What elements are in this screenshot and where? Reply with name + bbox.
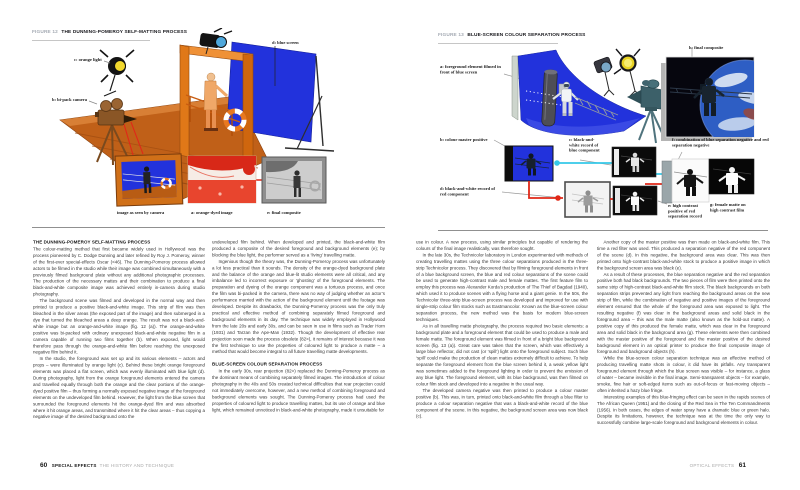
body-paragraph: Interesting examples of this blue-fringing effect can be seen in the rapids scenes of The African Queen (1951) and the closing of the Red Sea in The Ten Commandments (1956). In both cases, the edges of water spray have a dramatic blue or green halo. Despite its limitations, however, the technique was at the time the only way to successfully combine large-scale foreground and background elements in colour. [597,394,770,426]
studio-light-blue-icon [593,57,614,96]
figure-number: FIGURE 12 [32,29,58,35]
left-page-footer [40,461,174,469]
body-paragraph: As in all travelling matte photography, the process required two basic elements: a background plate and a foreground element that could be used to produce a male and female matte. The foreground element was filmed in front of a bright blue background screen (fig. 13 (a)). Great care was taken that the screen, which was effectively a large blue reflector, did not cast (or ‘spill’) light onto the foreground subject. Such blue ‘spill’ could make the production of clean mattes extremely difficult to achieve. To help separate the foreground element from the blue screen behind it, a weak yellow light was sometimes added to the foreground lighting in order to prevent the emission of any blue light. The foreground element, with its blue background, was then filmed on colour film stock and developed into a negative in the usual way. [416,323,588,387]
body-paragraph: The colour-matting method that first became widely used in Hollywood was the process pioneered by C. Dodge Dunning and later refined by Roy J. Pomeroy, winner of the first-ever special-effects Oscar (<46). The Dunning-Pomeroy process allowed actors to be filmed in the studio while their image was combined simultaneously with a previously filmed background plate without any additional photographic processes. The production of the necessary mattes and their combination to produce a final black-and-white composite image was achieved entirely in-camera during studio photography. [33,246,205,297]
caption-final-composite: e: final composite [267,210,301,215]
blue-record-frame [612,147,656,177]
studio-light-yellow-icon [614,49,640,96]
section-heading-bluescreen: BLUE-SCREEN COLOUR SEPARATION PROCESS [212,361,323,367]
label-orange-light: c: orange light [74,57,102,62]
body-paragraph: In the late 30s, the Technicolor laboratory in London experimented with methods of creating travelling mattes using the three colour separations produced in the three-strip Technicolor process. They discovered that by filming foreground elements in front of a blue background screen, the blue and red colour separations of the scene could be used to generate high-contrast male and female mattes. The first feature film to employ this process was Alexander Korda’s production of The Thief of Bagdad (1940), which used it to produce scenes with a flying horse and a giant genie. In the 50s, the Technicolor three-strip blue-screen process was developed and improved for use with single-strip colour film stocks such as Eastmancolor. Known as the blue-screen colour separation process, the new method was the basis for modern blue-screen techniques. [416,252,588,322]
label-red-record: d: black-and-white record of red component [440,186,496,197]
label-female-matte: g: female matte on high contrast film [710,202,746,213]
label-bipack-camera: b: bi-pack camera [52,97,87,102]
figure-number: FIGURE 13 [438,32,464,38]
book-subtitle: THE HISTORY AND TECHNIQUE [99,463,175,468]
figure-bottom-rule-right [438,230,768,231]
label-blue-record: c: black-and-white record of blue component [569,137,600,153]
section-heading-dunning: THE DUNNING-POMEROY SELF-MATTING PROCESS [33,239,151,245]
label-high-contrast-positive: e: high contrast positive of red separation record [668,203,703,219]
red-node-dot [555,195,561,201]
chapter-title: OPTICAL EFFECTS [689,463,735,468]
label-colour-master-positive: b: colour master positive [440,137,488,142]
left-column-2 [212,239,385,457]
book-title: SPECIAL EFFECTS [51,463,97,468]
body-paragraph: Ingenious though the theory was, the Dunning-Pomeroy process was unfortunately a lot less practical than it sounds. The density of the orange-dyed background plate and the balance of the orange and blue-lit studio elements were all critical, and any imbalance led to incorrect exposure or ‘ghosting’ of the foreground elements. The preparation and dyeing of the orange component was a tortuous process, and once the film was bi-packed in the camera, there was no way of judging whether an actor’s performance married with the action of the background element until the footage was developed. Despite its drawbacks, the Dunning-Pomeroy process was the only truly practical and effective method of combining separately filmed foreground and background elements in its day. The technique was widely employed in Hollywood from the late 20s and early 30s, and can be seen in use in films such as Trader Horn (1931) and Tarzan the Ape-Man (1932). Though the development of effective rear projection soon made the process obsolete (82>), it remains of interest because it was the first technique to use the properties of coloured light to produce a matte – a method that would become integral to all future travelling matte developments. [212,258,385,355]
camera-leader-line [89,101,97,104]
body-paragraph: use in colour. A new process, using similar principles but capable of rendering the colours of the final image realistically, was therefore sought. [416,239,588,251]
final-composite-frame [262,157,326,203]
red-separation-positive-frame [613,186,657,215]
page-number: 60 [40,461,48,469]
figure-bottom-rule-left [32,227,385,228]
master-positive-frame [505,146,553,181]
red-record-frame [565,182,610,217]
orange-dyed-frame [188,156,256,203]
page-number: 61 [738,461,746,469]
figure-title: BLUE-SCREEN COLOUR SEPARATION PROCESS [467,32,586,38]
label-foreground-element: a: foreground element filmed in front of blue screen [440,64,501,75]
label-combined-negative: f: combination of blue separation negative and red separation negative [672,137,769,148]
body-paragraph: In the studio, the foreground was set up and its various elements – actors and props – were illuminated by orange light (c). Behind these bright orange foreground elements was placed a flat screen, which was evenly illuminated with blue light (d). During photography, light from the orange foreground elements entered the camera and travelled equally through both the orange and the clear portions of the orange-dyed positive film – thus forming a normally exposed negative image of the foreground elements on the undeveloped film behind. However, the light from the blue screen that surrounded the foreground elements hit the orange-dyed film and was absorbed where it hit orange areas, and transmitted where it hit the clear areas – thus copying a negative image of the desired background onto the [33,356,205,420]
body-paragraph: While the blue-screen colour separation technique was an effective method of producing travelling matte shots in colour, it did have its pitfalls. Any transparent foreground element through which the blue screen was visible – for instance, a glass of water – became invisible in the final image. Semi-transparent objects – for example, smoke, fine hair or soft-edged items such as out-of-focus or fast-moving objects – often inherited a hazy blue fringe. [597,355,770,393]
body-paragraph: The background scene was filmed and developed in the normal way and then printed to produce a positive black-and-white image. This strip of film was then bleached in the silver areas (the exposed part of the image) and then submerged in a dye that turned the bleached areas a deep orange. The result was not a black-and-white image but an orange-and-white image (fig. 12 (a)). The orange-and-white positive was bi-packed with ordinary unexposed black-and-white negative film in a camera capable of running two films together (b). When exposed, light would therefore pass through the orange-and-white film before reaching the unexposed negative film behind it. [33,298,205,355]
body-paragraph: The developed camera negative was then printed to produce a colour master positive (b). This was, in turn, printed onto black-and-white film through a blue filter to produce a colour separation negative that was a black-and-white record of the blue component of the scene. In this negative, the background screen area was now black (c). [416,387,588,419]
female-matte-frame [709,159,754,194]
right-column-2 [597,239,770,457]
label-blue-screen: d: blue screen [272,40,299,45]
label-final-composite: h: final composite [689,45,724,50]
body-paragraph: undeveloped film behind. When developed and printed, the black-and-white film produced a composite of the desired foreground and background elements (e); by blocking the blue light, the performer served as a ‘living’ travelling matte. [212,239,385,258]
right-column-1 [416,239,588,457]
figure-title: THE DUNNING-POMEROY SELF-MATTING PROCESS [61,29,188,35]
orange-light-icon [100,50,134,96]
combined-negative-frame [662,159,709,203]
body-paragraph: As a result of these processes, the blue separation negative and the red separation positive both had black backgrounds. The two pieces of film were then printed onto the same strip of high-contrast black-and-white film stock. The black backgrounds on both separation strips prevented any light from reaching the background areas on the new strip of film, while the combination of negative and positive images of the foreground element ensured that the whole of the foreground area was exposed to light. The resulting negative (f) was clear in the background areas and solid black in the foreground area – this was the male matte (also known as the hold-out matte). A positive copy of this produced the female matte, which was clear in the foreground area and solid black in the background area (g). These elements were then combined with the master positive of the foreground and the master positive of the desired background element in an optical printer to produce the final composite image of foreground and background objects (h). [597,271,770,355]
body-paragraph: Another copy of the master positive was then made on black-and-white film. This time a red filter was used. This produced a separation negative of the red component of the scene (d). In this negative, the background area was clear. This was then printed onto high-contrast black-and-white stock to produce a positive image in which the background screen area was black (e). [597,239,770,271]
dunning-pomeroy-diagram [0,28,400,233]
body-paragraph: In the early 30s, rear projection (82>) replaced the Dunning-Pomeroy process as the dominant means of combining separately filmed images. The introduction of colour photography in the 40s and 50s created technical difficulties that rear projection could not immediately overcome, however, and a new method of combining foreground and background elements was sought. The Dunning-Pomeroy process had used the properties of coloured light to produce travelling mattes, but its use of orange and blue light, which remained unnoticed in black-and-white photography, made it unsuitable for [212,368,385,413]
caption-camera-view: image as seen by camera [117,210,165,215]
camera-view-frame [115,154,183,206]
cyan-node-dot [554,160,560,166]
caption-orange-dyed: a: orange-dyed image [191,210,233,215]
right-page-footer [596,461,746,469]
left-column-1 [33,239,205,457]
